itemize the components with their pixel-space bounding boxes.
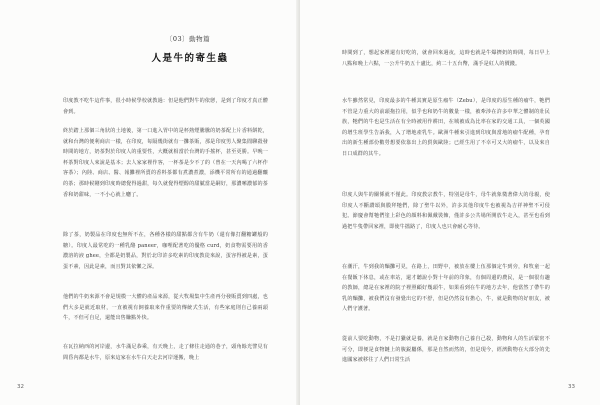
right-paragraph-1: 時間到了，想起家裡還有好吃的，就會回來過夜，這時也就是牛爆擠奶的時間，每日早上八點和晚上六點，一公升牛奶五十盧比，約二十五台幣，滿手是紅人的價錢。 [342, 50, 550, 67]
right-paragraph-2: 水牛雖然常見，印度最多的牛種其實是原生瘤牛（Zebu），是印度的原生種的瘤牛，牠們不管是力重大的前頭拖拉用，似乎也和奶牛的數量一樣，被牽涉在許多中華之體制的壯民族，牠們的牛也是生活在有全時被用作耕田，在城被成為比率在家的交通工具，一個英國的增生班學生告訴我，入了增地產乳牛。歐洲牛種來引進到印度與當地的瘤牛配種，孕育出的新生種部份數勞想要依靠出上的貿與歐陸；已經生用了不幸可又大的瘤牛，以及來自日口成群的其牛。 [342, 98, 550, 157]
right-paragraph-3: 印度人與牛的關係就不僅此。印度教宗教牛，特別是母牛，母牛就象徵著偉大的母親，使印度人不斷讚頌與膜拜牠們，除了聖牛以外，許多其他印度牛也被視為吉祥神聖不可侵犯。節慶會幫牠們塗上彩色的顏料和佩戴裝飾，僅許多公共場所開放牛走入，甚至也看到過把牛隻帶回家裡，即使牛擋路了，印度人也只會耐心等待。 [342, 192, 550, 230]
page-number-right: 33 [568, 384, 575, 390]
right-paragraph-4: 在潮汗，牛到我的麵攤可見，在路上，田野中，被放在樓上伍那個定牛到旁，和牧童一起在餐飯下休息，或在車站，還才聽說小對十年前的印象，有個周邊的農民，是一個很有趣的教師，總是在家裡的院子裡照顧好幾頭牛，如果看到在牛的地方去年，他當然了帶牛的乳的麵攤，被我們沒有發覺出它的不舒，但是仍然沒有擔心，牛，就是動物的好朋友，被人們守護著。 [342, 264, 550, 313]
chapter-tag: 〔03〕動物篇 [165, 35, 211, 43]
left-paragraph-2: 終於踏上那個三角狀的土地後，第一口進入胃中的是杯熱煙騰騰的奶茶配上片香料餅乾，就和台灣的便利商店一樣，在印度，每隔幾街就有一攤茶販，那是印度男人聚集閒聊殺發時間的地方，奶茶對於印度人的重要性，大概就相當於台灣的手搖杯，甚至更勝。早晚一杯茶對印度人來說是基本；去人家家裡作客，一杯茶是少不了的（曾在一天內喝了六杯作客茶）；內陸、商店、醫、報攤裡所賣的香料茶都有煮濃煮濃，添機平常所有的通過翻釀的茶；那時候剛到印度時總覺得過甜，每久就覺得煙醇的甜膩當是嗣好，那濃嗦濃郁的茶香和奶甜味，一不小心就上癮了。 [63, 128, 268, 198]
left-page [0, 0, 298, 405]
chapter-title: 人是牛的寄生蟲 [151, 53, 229, 64]
left-paragraph-4: 他們的牛奶來源不會是規模一大體的產品來源，從大牧場集中生產再分發販賣到四處，也們大多是就近取材，一直被視有飼養取來作重要的傳統式生活，有些家庭則自己養兩頭牛，不但可自足，還能出售賺點外快。 [63, 294, 268, 322]
left-paragraph-5: 在瓦拉納西的河岸邊，水牛滿足恭乘，有天晚上，走了條往走通的巷子，頭角餘光譬見有間昏內都是水牛，原來這家在水牛白天走去河岸運搬，晚上 [63, 344, 268, 361]
left-paragraph-3: 除了茶，奶製品在印度也無所不在，各種各樣的甜點都含有牛奶（還有像打翻糖罐般的糖）。印度人最常吃的一種乳酪 paneer，咖哩配著吃的優格 curd，奶食物需要用的香濃溶的液 ghee，全都是奶製品，對於北印許多吃素的印度教徒來說，蛋容得被是素，蛋蛋不素，因此是素，而且對其依懶之深。 [63, 232, 268, 270]
page-number-left: 32 [17, 384, 24, 390]
right-paragraph-5: 從前人要吃動物，不是打獵就是養，就是自家動物自己養自己殺，動物和人的生活緊密不可分，即便是食物鏈上的腹鋭屬係，那是自然而然的，但是現今，經濟動物在大部分的先進國家被移往了人們日常生活 [342, 336, 550, 364]
left-paragraph-1: 印度教不吃牛這件事，很小時候學校就教過：但是他們對牛的依戀，是到了印度才真正體會到。 [63, 98, 268, 115]
right-page [300, 0, 600, 405]
